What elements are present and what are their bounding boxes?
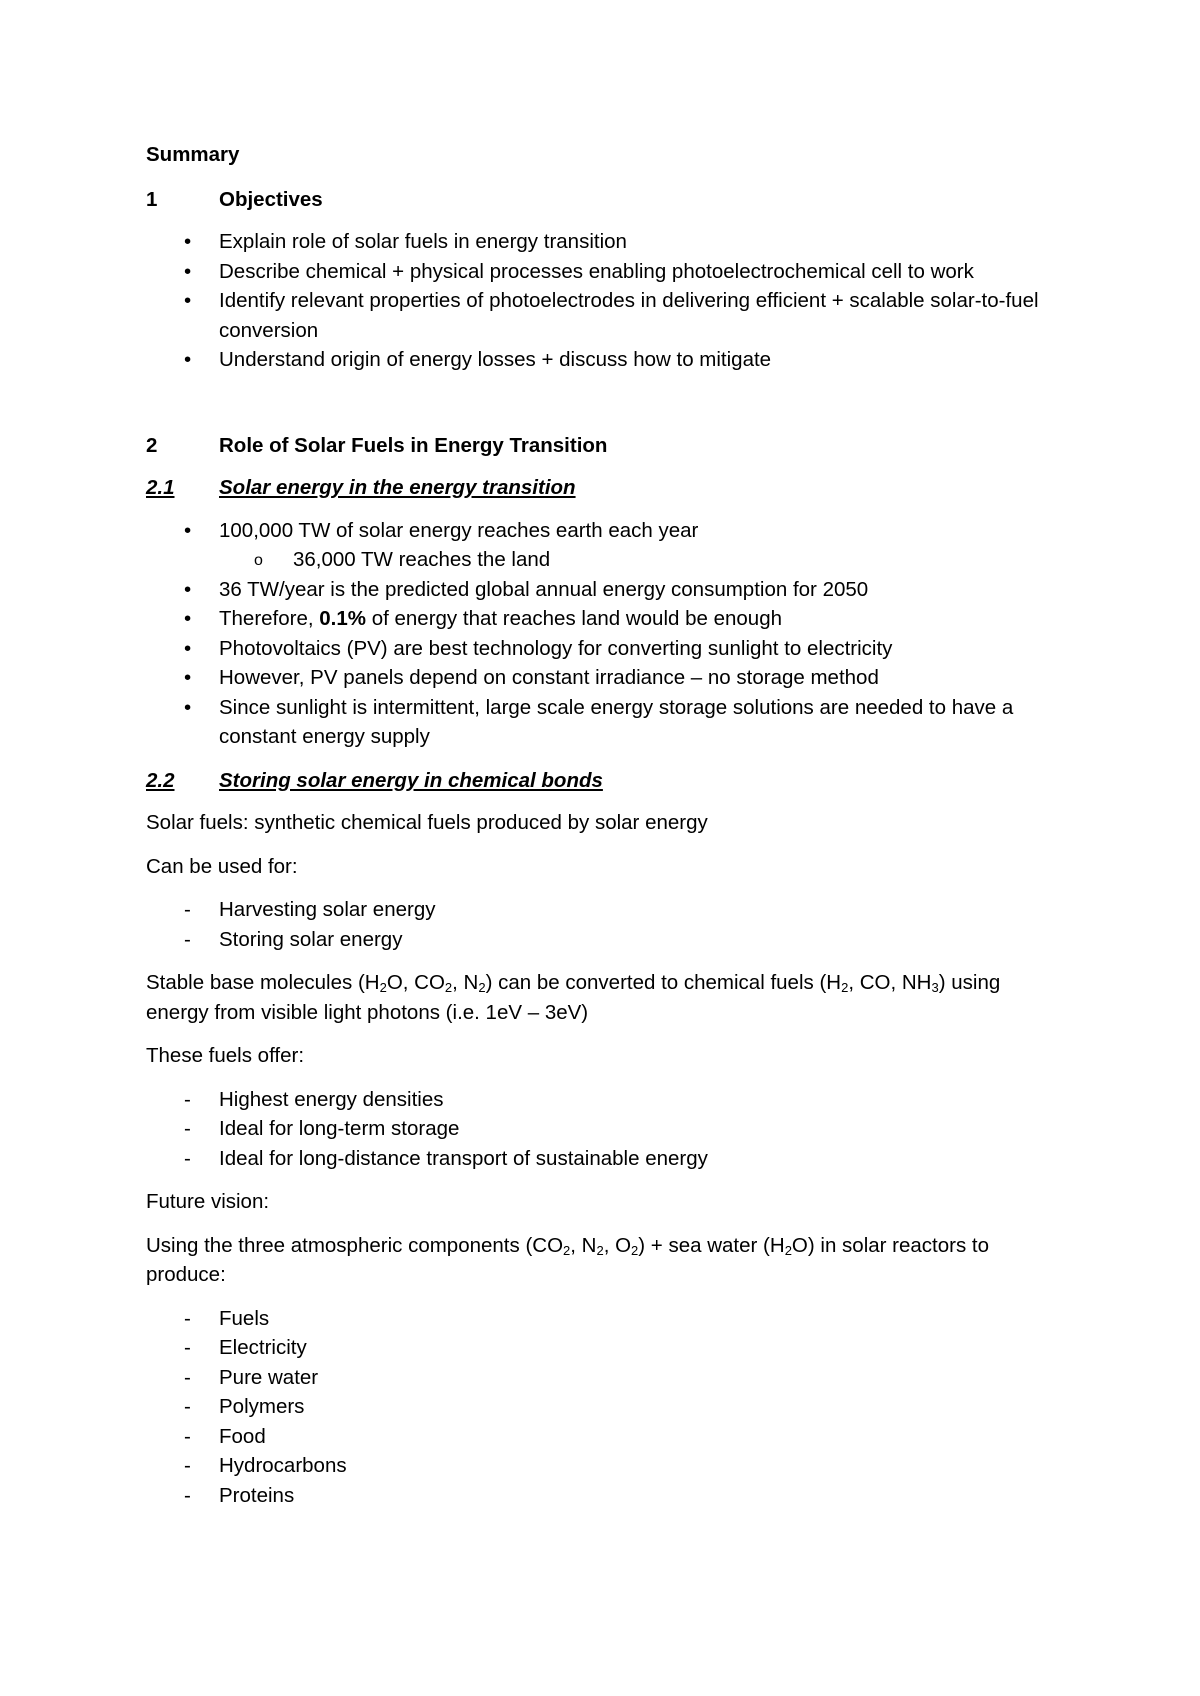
vision-intro: Future vision: (146, 1190, 270, 1213)
text-run: , O (603, 1233, 632, 1257)
subsection-number: 2.2 (146, 768, 175, 792)
list-item (146, 1085, 1066, 1115)
text-run: O, CO (386, 971, 445, 994)
bullet-marker: • (184, 348, 192, 371)
list-item (146, 1422, 1066, 1452)
list-item-text: Ideal for long-distance transport of sustainable energy (219, 1146, 708, 1170)
list-item-text: Polymers (219, 1395, 305, 1418)
list-item-text: Harvesting solar energy (219, 898, 436, 921)
text-run: ) + sea water (H (638, 1233, 785, 1257)
section-number: 2 (146, 433, 158, 457)
dash-marker: - (184, 898, 191, 921)
list-item (146, 1481, 1066, 1511)
list-item-text: Fuels (219, 1306, 270, 1330)
list-item-text-pre: Therefore, (219, 607, 320, 630)
list-item (146, 286, 1066, 345)
section-title: Role of Solar Fuels in Energy Transition (219, 433, 608, 457)
sub-list-item (219, 545, 1066, 575)
text-run: ) can be converted to chemical fuels (H (485, 971, 842, 994)
dash-marker: - (184, 1395, 191, 1418)
bullet-marker: • (184, 259, 192, 283)
section-2-1-heading (146, 473, 1066, 503)
subscript: 2 (379, 980, 387, 995)
sub-list (219, 545, 1066, 575)
section-1-heading (146, 185, 1066, 215)
offers-intro: These fuels offer: (146, 1044, 305, 1067)
bullet-marker: • (184, 577, 192, 601)
list-item (146, 257, 1066, 287)
bullet-marker: • (184, 695, 192, 719)
subsection-number: 2.1 (146, 476, 175, 499)
objectives-list (146, 227, 1066, 375)
list-item-text: 36 TW/year is the predicted global annual energy consumption for 2050 (219, 577, 869, 601)
highlight-percentage: 0.1% (319, 607, 367, 630)
list-item-text: Describe chemical + physical processes enabling photoelectrochemical cell to work (219, 259, 974, 283)
list-item-text: Since sunlight is intermittent, large scale energy storage solutions are needed to have a constant energy supply (219, 695, 1014, 748)
list-item-text: Storing solar energy (219, 927, 403, 951)
list-item-text: Understand origin of energy losses + discuss how to mitigate (219, 348, 772, 371)
list-item (146, 1451, 1066, 1481)
list-item (146, 634, 1066, 664)
sub-bullet-marker: o (254, 552, 263, 569)
list-item-text-post: of energy that reaches land would be enough (366, 607, 783, 630)
dash-marker: - (184, 1306, 191, 1330)
solar-fuels-definition: Solar fuels: synthetic chemical fuels produced by solar energy (146, 811, 708, 834)
bullet-marker: • (184, 289, 192, 312)
list-item (146, 575, 1066, 605)
list-item (146, 663, 1066, 693)
list-item-text: Ideal for long-term storage (219, 1117, 460, 1140)
text-run: , N (452, 971, 479, 994)
list-item (146, 604, 1066, 634)
text-run: ) using energy from visible light photons (i.e. 1eV – 3eV) (146, 971, 1001, 1024)
bullet-marker: • (184, 230, 192, 253)
bullet-marker: • (184, 666, 192, 689)
subscript: 2 (444, 980, 453, 995)
sub-list-item-text: 36,000 TW reaches the land (293, 548, 551, 571)
bullet-marker: • (184, 518, 192, 542)
list-item (146, 345, 1066, 375)
list-item (146, 895, 1066, 925)
subscript: 2 (596, 1242, 604, 1258)
section-title: Objectives (219, 187, 323, 211)
dash-marker: - (184, 927, 191, 951)
dash-marker: - (184, 1365, 191, 1389)
list-item (146, 1144, 1066, 1174)
list-item-text: Photovoltaics (PV) are best technology for converting sunlight to electricity (219, 636, 893, 660)
list-item (146, 227, 1066, 257)
list-item (146, 1304, 1066, 1334)
list-item-text: Identify relevant properties of photoelectrodes in delivering efficient + scalable solar-to-fuel conversion (219, 289, 1039, 342)
subscript: 2 (784, 1242, 792, 1258)
vision-paragraph (146, 1231, 1066, 1290)
list-item-text: However, PV panels depend on constant irradiance – no storage method (219, 666, 879, 689)
list-item (146, 516, 1066, 575)
list-item (146, 1392, 1066, 1422)
subscript: 3 (931, 980, 939, 995)
dash-marker: - (184, 1117, 191, 1140)
subscript: 2 (631, 1242, 639, 1258)
uses-list (146, 895, 1066, 954)
text-run: Using the three atmospheric components (CO (146, 1233, 564, 1257)
products-list (146, 1304, 1066, 1511)
list-item (146, 693, 1066, 752)
list-item (146, 1333, 1066, 1363)
section-number: 1 (146, 187, 158, 211)
subscript: 2 (478, 980, 486, 995)
bullet-marker: • (184, 607, 192, 630)
conversion-paragraph (146, 968, 1066, 1027)
list-item (146, 1363, 1066, 1393)
dash-marker: - (184, 1424, 191, 1448)
text-run: , CO, NH (848, 971, 932, 994)
text-run: , N (570, 1233, 597, 1257)
list-item-text: Hydrocarbons (219, 1454, 347, 1477)
list-item-text: Electricity (219, 1336, 307, 1359)
subsection-title: Solar energy in the energy transition (219, 476, 576, 499)
dash-marker: - (184, 1336, 191, 1359)
list-item (146, 925, 1066, 955)
dash-marker: - (184, 1087, 191, 1111)
text-run: O) in solar reactors to produce: (146, 1233, 990, 1286)
dash-marker: - (184, 1454, 191, 1477)
offers-list (146, 1085, 1066, 1174)
list-item-text: 100,000 TW of solar energy reaches earth each year (219, 518, 699, 542)
list-item-text: Pure water (219, 1365, 319, 1389)
list-item-text: Highest energy densities (219, 1087, 444, 1111)
text-run: Stable base molecules (H (146, 971, 380, 994)
subsection-title: Storing solar energy in chemical bonds (219, 768, 603, 792)
list-item-text: Proteins (219, 1483, 295, 1507)
subscript: 2 (563, 1242, 571, 1258)
document-title: Summary (146, 143, 240, 166)
dash-marker: - (184, 1146, 191, 1170)
section-2-heading (146, 431, 1066, 461)
document-page (146, 140, 1066, 1524)
bullet-marker: • (184, 636, 192, 660)
solar-energy-list (146, 516, 1066, 752)
section-2-2-heading (146, 766, 1066, 796)
dash-marker: - (184, 1483, 191, 1507)
list-item-text: Food (219, 1424, 266, 1448)
subscript: 2 (841, 980, 849, 995)
list-item-text: Explain role of solar fuels in energy transition (219, 230, 627, 253)
uses-intro: Can be used for: (146, 854, 298, 878)
list-item (146, 1114, 1066, 1144)
